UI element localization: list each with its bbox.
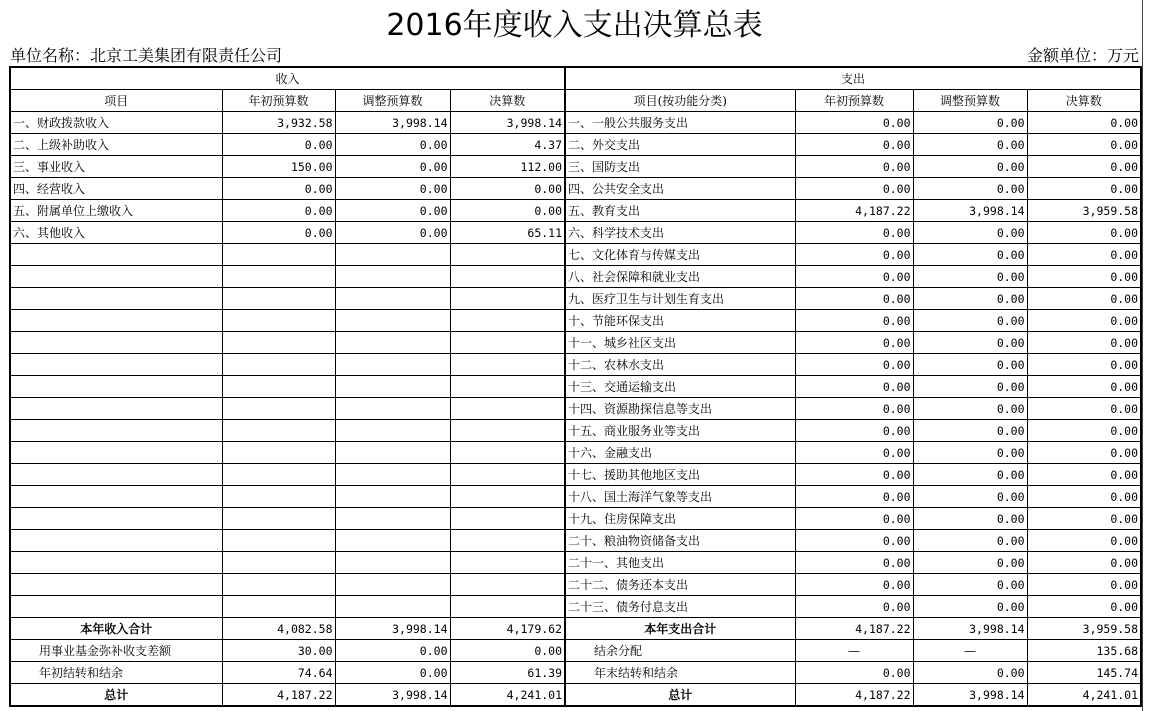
summary-income-label: 年初结转和结余 <box>10 662 222 684</box>
expense-adjusted-cell: 0.00 <box>913 288 1027 310</box>
expense-initial-header: 年初预算数 <box>795 90 913 112</box>
expense-initial-cell: 0.00 <box>795 178 913 200</box>
expense-final-cell: 0.00 <box>1027 156 1141 178</box>
expense-adjusted-header: 调整预算数 <box>913 90 1027 112</box>
income-item-cell <box>10 486 222 508</box>
summary-expense-label: 本年支出合计 <box>565 618 795 640</box>
expense-adjusted-cell: 3,998.14 <box>913 200 1027 222</box>
expense-item-cell: 二十一、其他支出 <box>565 552 795 574</box>
table-row <box>10 200 1141 222</box>
summary-row <box>10 684 1141 707</box>
expense-final-cell: 0.00 <box>1027 288 1141 310</box>
income-adjusted-cell <box>335 288 450 310</box>
table-row <box>10 486 1141 508</box>
income-item-cell <box>10 574 222 596</box>
expense-final-cell: 0.00 <box>1027 332 1141 354</box>
income-final-cell <box>450 332 565 354</box>
income-initial-cell: 0.00 <box>222 134 335 156</box>
table-row <box>10 222 1141 244</box>
expense-adjusted-cell: 0.00 <box>913 442 1027 464</box>
income-item-cell <box>10 332 222 354</box>
income-initial-cell: 3,932.58 <box>222 112 335 134</box>
income-adjusted-cell <box>335 310 450 332</box>
expense-initial-cell: 0.00 <box>795 530 913 552</box>
summary-row <box>10 618 1141 640</box>
income-item-cell <box>10 354 222 376</box>
expense-initial-cell: 0.00 <box>795 552 913 574</box>
budget-table <box>9 66 1142 707</box>
income-initial-cell: 0.00 <box>222 200 335 222</box>
summary-expense-adjusted: 3,998.14 <box>913 618 1027 640</box>
summary-income-initial: 74.64 <box>222 662 335 684</box>
table-row <box>10 156 1141 178</box>
expense-item-cell: 六、科学技术支出 <box>565 222 795 244</box>
summary-expense-final: 135.68 <box>1027 640 1141 662</box>
expense-initial-cell: 0.00 <box>795 332 913 354</box>
income-item-cell: 六、其他收入 <box>10 222 222 244</box>
income-final-cell <box>450 354 565 376</box>
summary-expense-adjusted: 0.00 <box>913 662 1027 684</box>
summary-income-final: 0.00 <box>450 640 565 662</box>
income-adjusted-cell: 3,998.14 <box>335 112 450 134</box>
expense-initial-cell: 0.00 <box>795 288 913 310</box>
summary-expense-adjusted: — <box>913 640 1027 662</box>
table-row <box>10 376 1141 398</box>
income-initial-cell <box>222 398 335 420</box>
expense-item-cell: 八、社会保障和就业支出 <box>565 266 795 288</box>
income-final-cell <box>450 398 565 420</box>
income-adjusted-cell <box>335 398 450 420</box>
expense-item-cell: 四、公共安全支出 <box>565 178 795 200</box>
income-item-cell: 二、上级补助收入 <box>10 134 222 156</box>
expense-final-cell: 0.00 <box>1027 244 1141 266</box>
section-header-row <box>10 67 1141 90</box>
expense-adjusted-cell: 0.00 <box>913 266 1027 288</box>
income-final-header: 决算数 <box>450 90 565 112</box>
expense-final-cell: 0.00 <box>1027 310 1141 332</box>
expense-final-cell: 0.00 <box>1027 134 1141 156</box>
income-item-header: 项目 <box>10 90 222 112</box>
expense-item-cell: 十二、农林水支出 <box>565 354 795 376</box>
expense-final-cell: 0.00 <box>1027 574 1141 596</box>
expense-item-cell: 二、外交支出 <box>565 134 795 156</box>
income-adjusted-cell: 0.00 <box>335 222 450 244</box>
table-row <box>10 552 1141 574</box>
income-initial-cell <box>222 486 335 508</box>
income-item-cell <box>10 508 222 530</box>
income-final-cell <box>450 244 565 266</box>
income-adjusted-cell <box>335 266 450 288</box>
table-row <box>10 420 1141 442</box>
income-initial-cell <box>222 332 335 354</box>
income-item-cell: 四、经营收入 <box>10 178 222 200</box>
income-item-cell <box>10 442 222 464</box>
expense-final-cell: 0.00 <box>1027 354 1141 376</box>
summary-income-initial: 30.00 <box>222 640 335 662</box>
income-final-cell <box>450 464 565 486</box>
expense-item-cell: 二十三、债务付息支出 <box>565 596 795 618</box>
expense-item-cell: 十、节能环保支出 <box>565 310 795 332</box>
expense-initial-cell: 0.00 <box>795 354 913 376</box>
income-section-header: 收入 <box>10 67 565 90</box>
income-item-cell <box>10 464 222 486</box>
expense-final-cell: 0.00 <box>1027 464 1141 486</box>
expense-adjusted-cell: 0.00 <box>913 508 1027 530</box>
expense-initial-cell: 0.00 <box>795 420 913 442</box>
expense-final-cell: 0.00 <box>1027 376 1141 398</box>
table-row <box>10 288 1141 310</box>
table-row <box>10 112 1141 134</box>
expense-initial-cell: 0.00 <box>795 112 913 134</box>
table-row <box>10 574 1141 596</box>
summary-expense-final: 4,241.01 <box>1027 684 1141 707</box>
income-initial-cell <box>222 266 335 288</box>
income-initial-cell <box>222 596 335 618</box>
summary-income-final: 61.39 <box>450 662 565 684</box>
expense-final-cell: 0.00 <box>1027 112 1141 134</box>
expense-adjusted-cell: 0.00 <box>913 310 1027 332</box>
income-final-cell: 65.11 <box>450 222 565 244</box>
expense-initial-cell: 0.00 <box>795 266 913 288</box>
expense-initial-cell: 0.00 <box>795 244 913 266</box>
income-item-cell <box>10 552 222 574</box>
table-row <box>10 266 1141 288</box>
summary-expense-adjusted: 3,998.14 <box>913 684 1027 707</box>
summary-expense-label: 总计 <box>565 684 795 707</box>
table-row <box>10 398 1141 420</box>
income-final-cell <box>450 420 565 442</box>
table-row <box>10 134 1141 156</box>
expense-final-cell: 0.00 <box>1027 222 1141 244</box>
income-final-cell: 0.00 <box>450 178 565 200</box>
summary-income-final: 4,241.01 <box>450 684 565 707</box>
income-initial-cell <box>222 574 335 596</box>
table-row <box>10 530 1141 552</box>
expense-initial-cell: 0.00 <box>795 376 913 398</box>
summary-income-label: 总计 <box>10 684 222 707</box>
income-final-cell <box>450 376 565 398</box>
table-row <box>10 332 1141 354</box>
expense-initial-cell: 0.00 <box>795 596 913 618</box>
expense-adjusted-cell: 0.00 <box>913 156 1027 178</box>
income-initial-header: 年初预算数 <box>222 90 335 112</box>
income-item-cell: 三、事业收入 <box>10 156 222 178</box>
summary-expense-label: 年末结转和结余 <box>565 662 795 684</box>
income-final-cell <box>450 288 565 310</box>
income-final-cell: 0.00 <box>450 200 565 222</box>
unit-name: 单位名称：北京工美集团有限责任公司 <box>10 46 283 65</box>
expense-initial-cell: 0.00 <box>795 156 913 178</box>
income-final-cell <box>450 310 565 332</box>
expense-item-cell: 十五、商业服务业等支出 <box>565 420 795 442</box>
expense-adjusted-cell: 0.00 <box>913 178 1027 200</box>
summary-income-adjusted: 0.00 <box>335 662 450 684</box>
expense-final-cell: 0.00 <box>1027 178 1141 200</box>
summary-income-label: 用事业基金弥补收支差额 <box>10 640 222 662</box>
income-item-cell: 一、财政拨款收入 <box>10 112 222 134</box>
income-final-cell <box>450 596 565 618</box>
expense-item-cell: 十九、住房保障支出 <box>565 508 795 530</box>
income-initial-cell: 0.00 <box>222 222 335 244</box>
income-item-cell <box>10 376 222 398</box>
expense-final-cell: 0.00 <box>1027 596 1141 618</box>
income-final-cell <box>450 486 565 508</box>
income-adjusted-cell <box>335 574 450 596</box>
income-item-cell <box>10 310 222 332</box>
expense-final-cell: 0.00 <box>1027 442 1141 464</box>
expense-final-cell: 0.00 <box>1027 266 1141 288</box>
expense-initial-cell: 0.00 <box>795 310 913 332</box>
income-adjusted-header: 调整预算数 <box>335 90 450 112</box>
income-item-cell: 五、附属单位上缴收入 <box>10 200 222 222</box>
income-adjusted-cell <box>335 244 450 266</box>
expense-final-cell: 0.00 <box>1027 486 1141 508</box>
expense-item-cell: 十四、资源勘探信息等支出 <box>565 398 795 420</box>
income-adjusted-cell: 0.00 <box>335 156 450 178</box>
income-final-cell: 112.00 <box>450 156 565 178</box>
income-initial-cell <box>222 376 335 398</box>
expense-adjusted-cell: 0.00 <box>913 486 1027 508</box>
income-final-cell <box>450 530 565 552</box>
column-header-row <box>10 90 1141 112</box>
income-final-cell <box>450 574 565 596</box>
summary-income-final: 4,179.62 <box>450 618 565 640</box>
expense-adjusted-cell: 0.00 <box>913 464 1027 486</box>
summary-expense-final: 145.74 <box>1027 662 1141 684</box>
expense-item-cell: 十八、国土海洋气象等支出 <box>565 486 795 508</box>
summary-expense-initial: 4,187.22 <box>795 684 913 707</box>
expense-adjusted-cell: 0.00 <box>913 574 1027 596</box>
income-initial-cell <box>222 530 335 552</box>
income-initial-cell <box>222 508 335 530</box>
summary-expense-initial: — <box>795 640 913 662</box>
expense-item-cell: 七、文化体育与传媒支出 <box>565 244 795 266</box>
expense-adjusted-cell: 0.00 <box>913 420 1027 442</box>
income-adjusted-cell <box>335 332 450 354</box>
table-row <box>10 596 1141 618</box>
expense-adjusted-cell: 0.00 <box>913 354 1027 376</box>
income-adjusted-cell <box>335 420 450 442</box>
summary-row <box>10 640 1141 662</box>
income-adjusted-cell: 0.00 <box>335 178 450 200</box>
expense-final-cell: 0.00 <box>1027 552 1141 574</box>
expense-item-cell: 五、教育支出 <box>565 200 795 222</box>
expense-initial-cell: 0.00 <box>795 486 913 508</box>
summary-expense-final: 3,959.58 <box>1027 618 1141 640</box>
income-final-cell <box>450 442 565 464</box>
expense-item-cell: 二十二、债务还本支出 <box>565 574 795 596</box>
income-final-cell: 3,998.14 <box>450 112 565 134</box>
summary-expense-initial: 4,187.22 <box>795 618 913 640</box>
income-item-cell <box>10 288 222 310</box>
expense-adjusted-cell: 0.00 <box>913 222 1027 244</box>
income-initial-cell <box>222 244 335 266</box>
income-initial-cell <box>222 420 335 442</box>
table-row <box>10 310 1141 332</box>
expense-initial-cell: 0.00 <box>795 464 913 486</box>
expense-adjusted-cell: 0.00 <box>913 244 1027 266</box>
expense-adjusted-cell: 0.00 <box>913 596 1027 618</box>
page-edge-rule <box>1142 0 1143 711</box>
expense-item-cell: 三、国防支出 <box>565 156 795 178</box>
summary-expense-initial: 0.00 <box>795 662 913 684</box>
amount-unit: 金额单位：万元 <box>1026 46 1139 65</box>
income-item-cell <box>10 420 222 442</box>
expense-item-cell: 十六、金融支出 <box>565 442 795 464</box>
report-title: 2016年度收入支出决算总表 <box>386 8 763 43</box>
summary-row <box>10 662 1141 684</box>
income-initial-cell: 150.00 <box>222 156 335 178</box>
income-item-cell <box>10 244 222 266</box>
income-initial-cell <box>222 354 335 376</box>
income-initial-cell <box>222 552 335 574</box>
income-initial-cell <box>222 464 335 486</box>
summary-income-label: 本年收入合计 <box>10 618 222 640</box>
expense-final-cell: 0.00 <box>1027 530 1141 552</box>
summary-income-adjusted: 3,998.14 <box>335 618 450 640</box>
income-initial-cell <box>222 310 335 332</box>
summary-income-initial: 4,187.22 <box>222 684 335 707</box>
expense-initial-cell: 4,187.22 <box>795 200 913 222</box>
income-adjusted-cell <box>335 508 450 530</box>
table-row <box>10 508 1141 530</box>
table-row <box>10 442 1141 464</box>
summary-income-adjusted: 0.00 <box>335 640 450 662</box>
income-final-cell <box>450 508 565 530</box>
summary-income-adjusted: 3,998.14 <box>335 684 450 707</box>
table-row <box>10 354 1141 376</box>
income-adjusted-cell <box>335 376 450 398</box>
income-adjusted-cell <box>335 596 450 618</box>
income-adjusted-cell <box>335 464 450 486</box>
income-adjusted-cell <box>335 530 450 552</box>
expense-initial-cell: 0.00 <box>795 222 913 244</box>
summary-expense-label: 结余分配 <box>565 640 795 662</box>
expense-initial-cell: 0.00 <box>795 398 913 420</box>
income-final-cell <box>450 552 565 574</box>
income-final-cell <box>450 266 565 288</box>
expense-final-header: 决算数 <box>1027 90 1141 112</box>
income-initial-cell <box>222 288 335 310</box>
summary-income-initial: 4,082.58 <box>222 618 335 640</box>
table-row <box>10 464 1141 486</box>
expense-adjusted-cell: 0.00 <box>913 332 1027 354</box>
expense-item-cell: 十一、城乡社区支出 <box>565 332 795 354</box>
income-adjusted-cell <box>335 442 450 464</box>
expense-final-cell: 0.00 <box>1027 420 1141 442</box>
income-adjusted-cell: 0.00 <box>335 200 450 222</box>
expense-final-cell: 0.00 <box>1027 398 1141 420</box>
income-adjusted-cell: 0.00 <box>335 134 450 156</box>
expense-adjusted-cell: 0.00 <box>913 376 1027 398</box>
income-item-cell <box>10 266 222 288</box>
expense-adjusted-cell: 0.00 <box>913 552 1027 574</box>
expense-item-cell: 九、医疗卫生与计划生育支出 <box>565 288 795 310</box>
expense-item-header: 项目(按功能分类) <box>565 90 795 112</box>
income-adjusted-cell <box>335 354 450 376</box>
expense-item-cell: 二十、粮油物资储备支出 <box>565 530 795 552</box>
expense-initial-cell: 0.00 <box>795 574 913 596</box>
income-item-cell <box>10 596 222 618</box>
table-row <box>10 178 1141 200</box>
expense-initial-cell: 0.00 <box>795 442 913 464</box>
expense-initial-cell: 0.00 <box>795 134 913 156</box>
table-row <box>10 244 1141 266</box>
expense-final-cell: 3,959.58 <box>1027 200 1141 222</box>
income-initial-cell <box>222 442 335 464</box>
income-final-cell: 4.37 <box>450 134 565 156</box>
expense-adjusted-cell: 0.00 <box>913 134 1027 156</box>
expense-item-cell: 一、一般公共服务支出 <box>565 112 795 134</box>
expense-section-header: 支出 <box>565 67 1141 90</box>
income-adjusted-cell <box>335 552 450 574</box>
expense-adjusted-cell: 0.00 <box>913 398 1027 420</box>
expense-adjusted-cell: 0.00 <box>913 530 1027 552</box>
income-adjusted-cell <box>335 486 450 508</box>
expense-item-cell: 十三、交通运输支出 <box>565 376 795 398</box>
expense-final-cell: 0.00 <box>1027 508 1141 530</box>
expense-adjusted-cell: 0.00 <box>913 112 1027 134</box>
expense-initial-cell: 0.00 <box>795 508 913 530</box>
income-initial-cell: 0.00 <box>222 178 335 200</box>
income-item-cell <box>10 530 222 552</box>
income-item-cell <box>10 398 222 420</box>
expense-item-cell: 十七、援助其他地区支出 <box>565 464 795 486</box>
